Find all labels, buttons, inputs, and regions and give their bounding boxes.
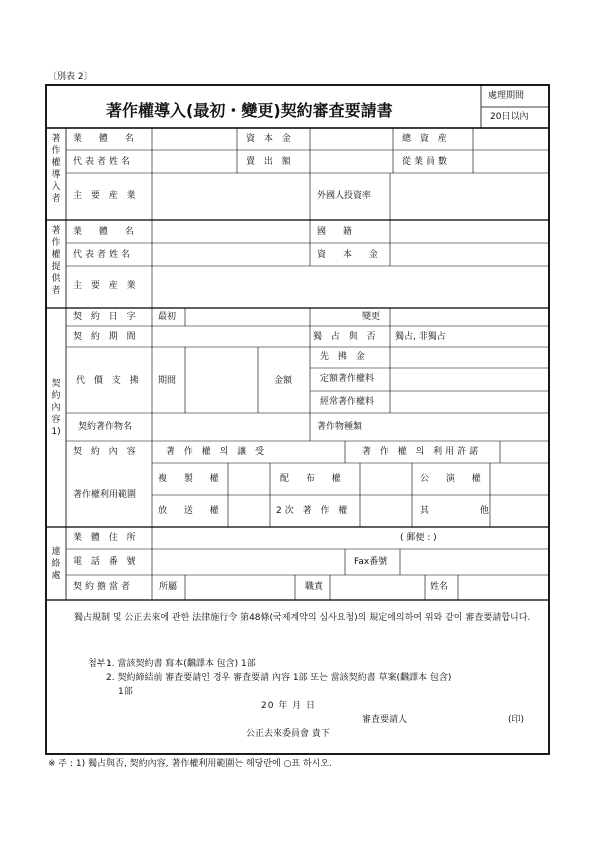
attachments-label: 첨부 : (88, 659, 112, 669)
provider-main-business-label: 主 要 産 業 (73, 281, 139, 291)
importer-capital-label: 資 本 金 (246, 134, 294, 144)
attachment-item-2: 2. 契約締結前 審査要請인 경우 審査要請 內容 1部 또는 當該契約書 草案(飜譯本 包含) (106, 673, 452, 683)
addressee: 公正去來委員會 貴下 (246, 729, 330, 739)
contract-amount-label: 金額 (274, 376, 293, 386)
processing-value: 20日以內 (490, 112, 529, 122)
provider-business-name-label: 業 體 名 (73, 227, 141, 237)
attachment-item-1: 1. 當該契約書 寫本(飜譯本 包含) 1部 (106, 659, 256, 669)
contract-transfer-option: 著 作 權 의 讓 受 (166, 447, 267, 457)
importer-representative-label: 代表者姓名 (73, 157, 134, 167)
contact-fax-label: Fax番號 (354, 557, 388, 567)
importer-main-business-label: 主 要 産 業 (73, 191, 139, 201)
provider-side-label: 著作權提供者 (51, 226, 61, 296)
usage-derivative: 2次 著 作 權 (276, 506, 351, 516)
importer-business-name-label: 業 體 名 (73, 134, 141, 144)
contact-phone-label: 電 話 番 號 (73, 557, 139, 567)
contract-license-option: 著 作 權 의 利用許諾 (362, 447, 482, 457)
contact-side-label: 連絡處 (51, 547, 61, 581)
form-label: 〔別表 2〕 (48, 72, 93, 82)
contact-name-label: 姓名 (430, 582, 449, 592)
contract-exclusive-label: 獨 占 與 否 (313, 332, 379, 342)
contract-work-name-label: 契約著作物名 (78, 422, 133, 432)
usage-reproduction: 複 製 權 (158, 474, 226, 484)
contract-advance-label: 先 拂 金 (320, 352, 368, 362)
applicant-label: 審査要請人 (362, 715, 408, 725)
provider-representative-label: 代表者姓名 (73, 250, 134, 260)
processing-label: 處理期間 (488, 91, 525, 101)
usage-other: 其 他 (420, 506, 513, 516)
contact-manager-label: 契約擔當者 (73, 582, 134, 592)
usage-broadcast: 放 送 權 (158, 506, 226, 516)
usage-distribution: 配 布 權 (280, 474, 348, 484)
provider-capital-label: 資 本 金 (317, 250, 385, 260)
seal-mark: (印) (508, 715, 525, 725)
attachment-item-2-cont: 1部 (118, 687, 133, 697)
contract-content-label: 契 約 內 容 (73, 447, 139, 457)
provider-nationality-label: 國 籍 (317, 227, 359, 237)
importer-employees-label: 從業員數 (402, 157, 451, 167)
contact-postal-field: ( 郵便 : ) (400, 533, 437, 543)
contract-exclusive-value: 獨占, 非獨占 (395, 332, 446, 342)
contract-side-label: 契約內容 1) (51, 379, 61, 437)
contract-work-type-label: 著作物種類 (317, 422, 363, 432)
contact-position-label: 職責 (305, 582, 324, 592)
contract-term-label: 期間 (158, 376, 177, 386)
contract-date-label: 契 約 日 字 (73, 312, 139, 322)
contract-payment-label: 代 價 支 拂 (76, 376, 142, 386)
importer-revenue-label: 賣 出 額 (246, 157, 294, 167)
contract-change-label: 變更 (362, 312, 381, 322)
contract-usage-label: 著作權利用範圍 (73, 490, 137, 500)
importer-total-assets-label: 總 資 産 (402, 134, 450, 144)
contract-running-fee-label: 經常著作權料 (320, 397, 375, 407)
contract-period-label: 契 約 期 間 (73, 332, 139, 342)
footnote: ※ 주 : 1) 獨占與否, 契約內容, 著作權利用範圍는 해당란에 ○표 하시오. (48, 759, 332, 769)
usage-performance: 公 演 權 (420, 474, 488, 484)
contact-address-label: 業 體 住 所 (73, 533, 139, 543)
contract-first-label: 最初 (158, 312, 177, 322)
contract-fixed-fee-label: 定額著作權料 (320, 374, 375, 384)
importer-foreign-ratio-label: 外國人投資率 (317, 191, 372, 201)
contact-dept-label: 所屬 (159, 582, 178, 592)
request-statement: 獨占規制 및 公正去來에 관한 法律施行令 第48條(국제계약의 심사요청)의 規定에의하여 위와 같이 審査要請합니다. (74, 613, 531, 623)
form-title: 著作權導入(最初・變更)契約審査要請書 (106, 101, 393, 120)
importer-side-label: 著作權導入者 (51, 134, 61, 204)
date-line: 20 年 月 日 (261, 701, 317, 711)
